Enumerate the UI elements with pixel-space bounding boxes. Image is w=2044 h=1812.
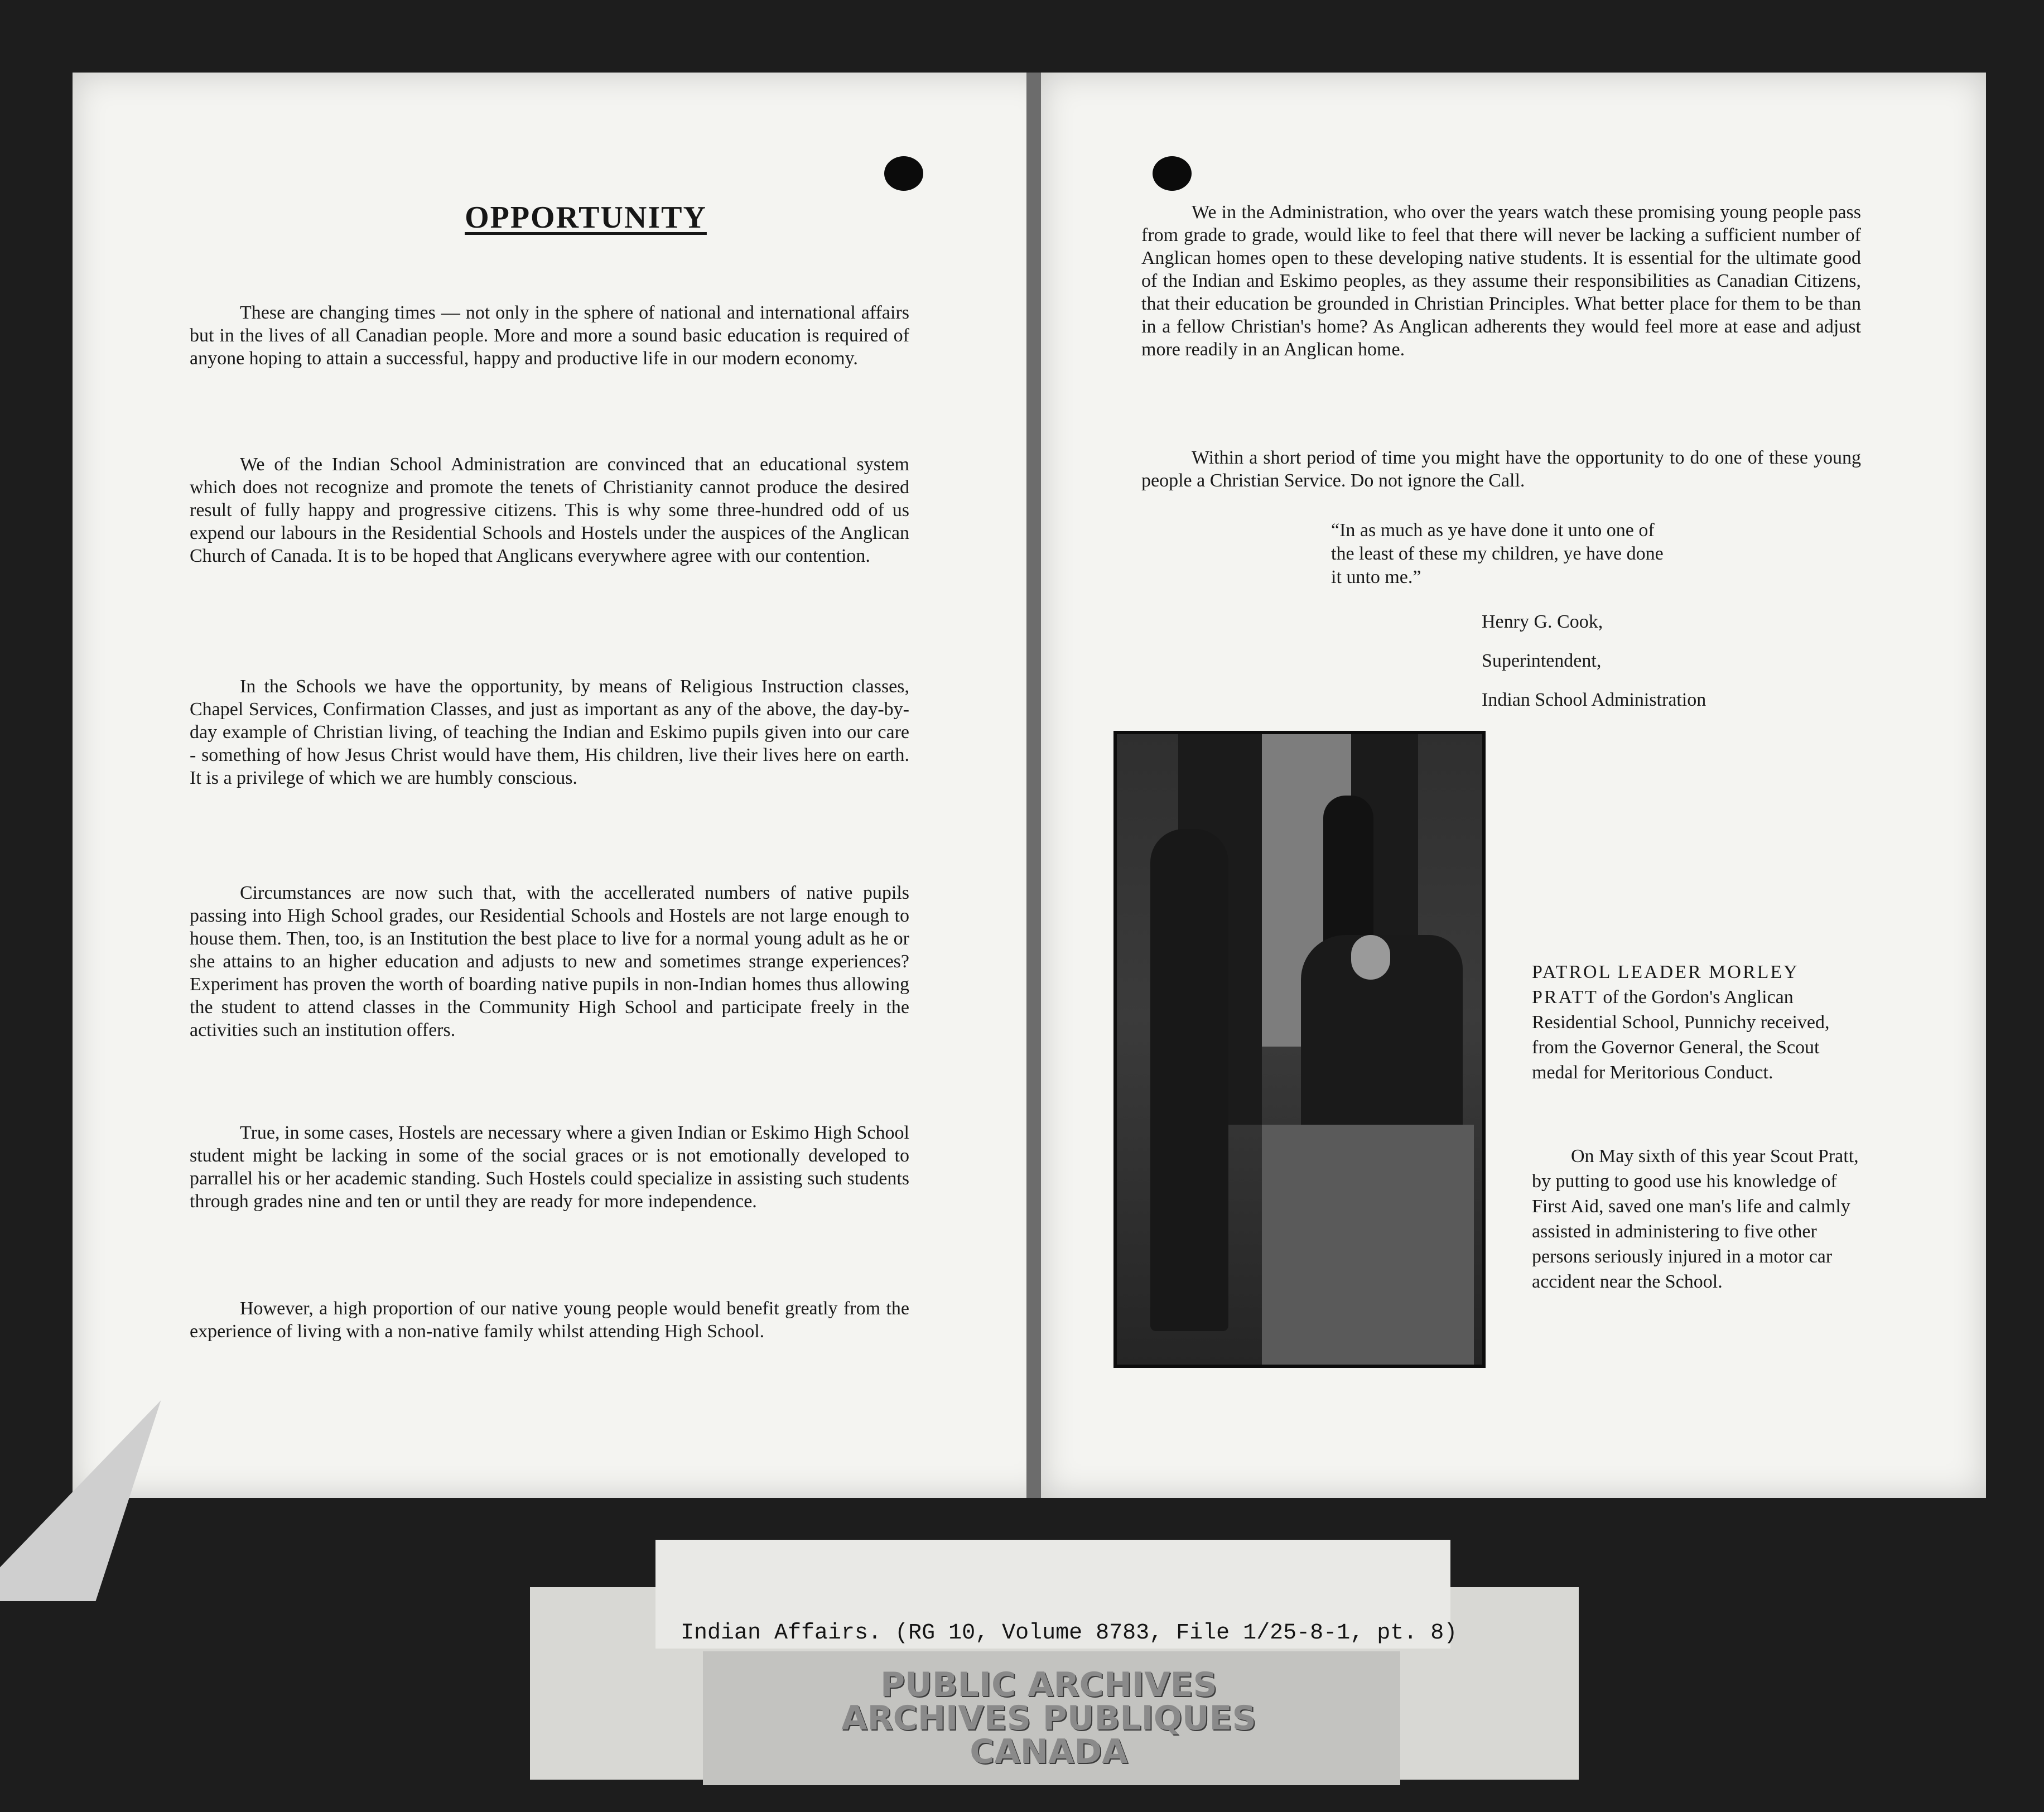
archive-stamp-line: CANADA <box>970 1732 1128 1771</box>
photo-caption-body: On May sixth of this year Scout Pratt, by putting to good use his knowledge of First Aid, saved one man's life and calmly assisted in administering to five other persons seriously injured in a motor car accident near the School. <box>1532 1146 1859 1292</box>
right-page <box>1026 73 1986 1498</box>
punch-hole <box>884 156 923 191</box>
signature-name: Henry G. Cook, <box>1482 611 1603 632</box>
paragraph: However, a high proportion of our native young people would benefit greatly from the experience of living with a non-native family whilst attending High School. <box>190 1298 909 1342</box>
paragraph: We of the Indian School Administration are convinced that an educational system which does not recognize and promote the tenets of Christianity cannot produce the desired result of fully happy and progressive citizens. This is why some three-hundred odd of us expend our labours in the Residential Schools and Hostels under the auspices of the Anglican Church of Canada. It is to be hoped that Anglicans everywhere agree with our contention. <box>190 454 909 566</box>
photo-caption-heading <box>1532 960 1861 1085</box>
scripture-quote: “In as much as ye have done it unto one of the least of these my children, ye have done it unto me.” <box>1331 520 1664 587</box>
scout-medal-photo <box>1113 731 1486 1368</box>
punch-hole <box>1153 156 1192 191</box>
paragraph: True, in some cases, Hostels are necessary where a given Indian or Eskimo High School student might be lacking in some of the social graces or is not emotionally developed to parrallel his or her academic standing. Such Hostels could specialize in assisting such students through grades nine and ten or until they are ready for more independence. <box>190 1122 909 1212</box>
left-page <box>73 73 1054 1498</box>
archive-stamp-line: PUBLIC ARCHIVES <box>880 1665 1217 1704</box>
paragraph: In the Schools we have the opportunity, by means of Religious Instruction classes, Chapel Services, Confirmation Classes, and just as important as any of the above, the day-by-day example of Christian living, of teaching the Indian and Eskimo pupils given into our care - something of how Jesus Christ would have them, His children, live their lives here on earth. It is a privilege of which we are humbly conscious. <box>190 676 909 788</box>
paragraph: Circumstances are now such that, with the accellerated numbers of native pupils passing into High School grades, our Residential Schools and Hostels are not large enough to house them. Then, too, is an Institution the best place to live for a normal young adult as he or she attains to an higher education and adjusts to new and sometimes strange experiences? Experiment has proven the worth of boarding native pupils in non-Indian homes thus allowing the student to attend classes in the Community High School and participate freely in the activities such an institution offers. <box>190 883 909 1040</box>
archive-stamp-line: ARCHIVES PUBLIQUES <box>841 1699 1256 1738</box>
page-title: OPPORTUNITY <box>465 200 707 235</box>
archive-reference: Indian Affairs. (RG 10, Volume 8783, File 1/25-8-1, pt. 8) <box>681 1621 1458 1646</box>
paragraph: These are changing times — not only in the sphere of national and international affairs but in the lives of all Canadian people. More and more a sound basic education is required of anyone hoping to attain a successful, happy and productive life in our modern economy. <box>190 302 909 369</box>
page-fold-corner <box>0 1400 161 1601</box>
signature-organization: Indian School Administration <box>1482 690 1706 710</box>
paragraph: Within a short period of time you might have the opportunity to do one of these young people a Christian Service. Do not ignore the Call. <box>1141 447 1861 491</box>
caption-lead: PATROL LEADER MORLEY PRATT <box>1532 962 1799 1008</box>
paragraph: We in the Administration, who over the years watch these promising young people pass from grade to grade, would like to feel that there will never be lacking a sufficient number of Anglican homes open to these developing native students. It is essential for the ultimate good of the Indian and Eskimo peoples, as they assume their responsibilities as Canadian Citizens, that their education be grounded in Christian Principles. What better place for them to be than in a fellow Christian's home? As Anglican adherents they would feel more at ease and adjust more readily in an Anglican home. <box>1141 202 1861 360</box>
signature-title: Superintendent, <box>1482 650 1602 671</box>
caption-lead-text: of the Gordon's Anglican Residential School, Punnichy received, from the Governor General, the Scout medal for Meritorious Conduct. <box>1532 987 1830 1083</box>
